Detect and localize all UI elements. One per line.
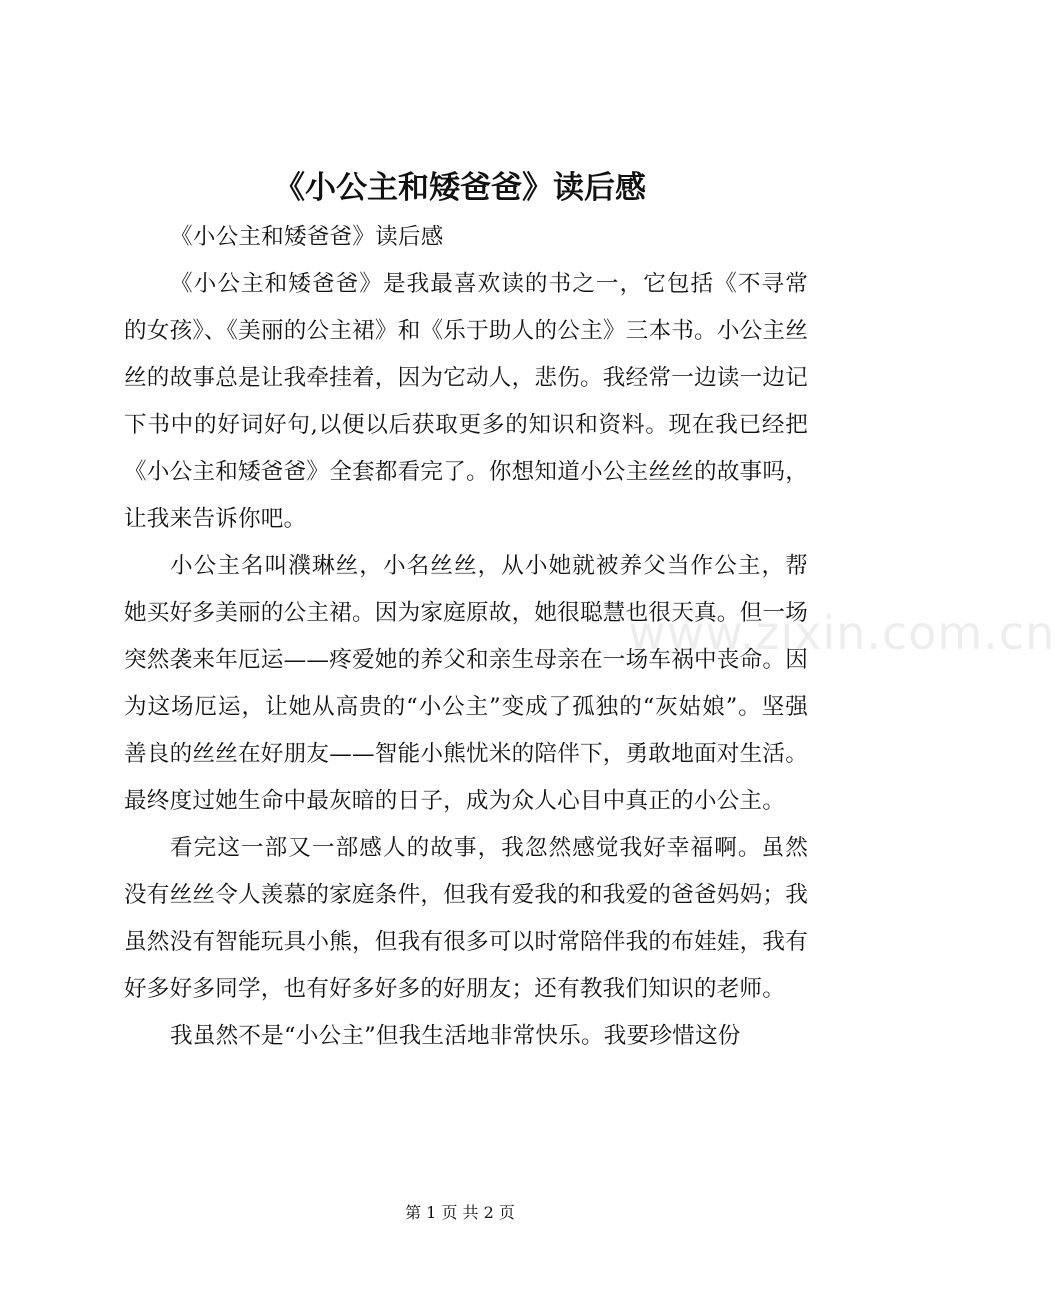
- paragraph-subtitle: 《小公主和矮爸爸》读后感: [170, 224, 444, 250]
- paragraph-2: 小公主名叫濮琳丝，小名丝丝，从小她就被养父当作公主，帮她买好多美丽的公主裙。因为家庭原故，她很聪慧也很天真。但一场突然袭来年厄运——疼爱她的养父和亲生母亲在一场车祸中丧命。因为这场厄运，让她从高贵的“小公主”变成了孤独的“灰姑娘”。坚强善良的丝丝在好朋友——智能小熊忧米的陪伴下，勇敢地面对生活。最终度过她生命中最灰暗的日子，成为众人心目中真正的小公主。: [124, 553, 808, 814]
- page-footer: 第 1 页 共 2 页: [405, 1203, 515, 1222]
- watermark: www.zixin.com.cn: [628, 606, 1055, 660]
- paragraph-1: 《小公主和矮爸爸》是我最喜欢读的书之一，它包括《不寻常的女孩》、《美丽的公主裙》和《乐于助人的公主》三本书。小公主丝丝的故事总是让我牵挂着，因为它动人，悲伤。我经常一边读一边记下书中的好词好句,以便以后获取更多的知识和资料。现在我已经把《小公主和矮爸爸》全套都看完了。你想知道小公主丝丝的故事吗，让我来告诉你吧。: [124, 271, 809, 532]
- paragraph-4: 我虽然不是“小公主”但我生活地非常快乐。我要珍惜这份: [170, 1023, 741, 1049]
- document-title: 《小公主和矮爸爸》读后感: [274, 170, 646, 206]
- document-body: [124, 214, 808, 1060]
- paragraph-3: 看完这一部又一部感人的故事，我忽然感觉我好幸福啊。虽然没有丝丝令人羡慕的家庭条件，但我有爱我的和我爱的爸爸妈妈；我虽然没有智能玩具小熊，但我有很多可以时常陪伴我的布娃娃，我有好多好多同学，也有好多好多的好朋友；还有教我们知识的老师。: [124, 835, 808, 1002]
